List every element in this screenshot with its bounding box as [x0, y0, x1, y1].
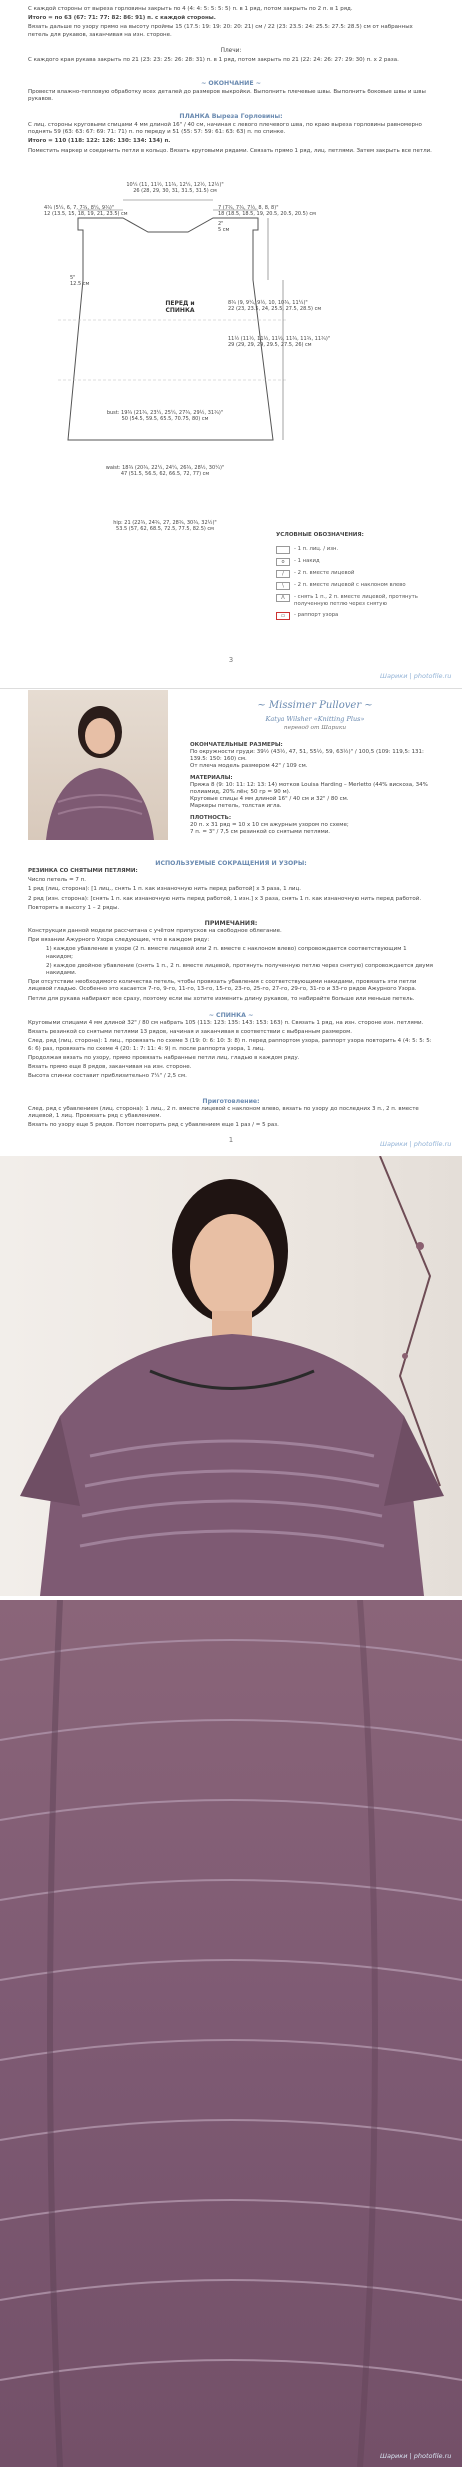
hip-1: hip: 21 (22¾, 24¾, 27, 28¾, 30¾, 32½)": [113, 520, 217, 526]
knit-symbol: [276, 546, 290, 554]
schematic-right-label: [218, 205, 338, 233]
right-label-2: 18 (18.5, 18.5, 19, 20.5, 20.5, 20.5) см: [218, 211, 316, 217]
mid-right-1: 8¾ (9, 9¼, 9½, 10, 10¾, 11¼)": [228, 300, 308, 306]
model-photo-large: [0, 1156, 462, 1596]
top-text-block: [28, 6, 434, 41]
note-5: При отсутствии необходимого количества петель, чтобы провязать убавления с соответствующими накидами, провязать эти петли лицевой гладью. Особенно это касается 7-го, 9-го, 11-го, 13-го, 15-го, 23-го, 25-го, 27-го, 29-го, 31-го и 33-го рядов Ажурного Узора.: [28, 979, 417, 993]
gauge-1: 20 п. x 31 ряд = 10 x 10 см ажурным узором по схеме;: [190, 822, 349, 828]
back-6: Высота спинки составит приблизительно 7¼" / 2,5 см.: [28, 1073, 187, 1080]
rib-line-2: 1 ряд (лиц. сторона): [1 лиц., снять 1 п. как изнаночную нить перед работой] x 3 раза, 1 лиц.: [28, 886, 301, 893]
note-3: 1) каждое убавление в узоре (2 п. вместе лицевой или 2 п. вместе с наклоном влево) сопровождается соответствующим 1 накидом;: [46, 946, 407, 960]
waist-label: [90, 465, 240, 477]
back-2: Вязать резинкой со снятыми петлями 13 рядов, начиная и заканчивая в соответствии с выбранным размером.: [28, 1029, 353, 1036]
top-line-3: Вязать дальше по узору прямо на высоту проймы 15 (17.5: 19: 19: 20: 20: 21) см / 22 (23: 23.5: 24: 25.5: 27.5: 28.5) см от набранных петель для рукавов, заканчивая на изн. стороне.: [28, 24, 413, 38]
neckband-title: ПЛАНКА Выреза Горловины:: [179, 113, 283, 120]
legend-item-5: Λ - снять 1 п., 2 п. вместе лицевой, протянуть полученную петлю через снятую: [294, 594, 444, 608]
rib-line-4: Повторять в высоту 1 – 2 ряды.: [28, 904, 120, 911]
shoulders-text: С каждого края рукава закрыть по 21 (23: 23: 25: 26: 28: 31) п. в 1 ряд, потом закрыть по 21 (22: 24: 26: 27: 29: 30) п. х 2 раза.: [28, 57, 399, 63]
schematic-left-label: [44, 205, 154, 217]
mid-right-4: 29 (29, 29, 29, 29.5, 27.5, 26) см: [228, 342, 312, 348]
material-3: Маркеры петель, толстая игла.: [190, 803, 282, 809]
finishing-title: ~ ОКОНЧАНИЕ ~: [201, 80, 261, 87]
mid-left-1: 5": [70, 275, 76, 281]
page-divider: [0, 688, 462, 689]
rib-block: [28, 868, 434, 914]
back-5: Вязать прямо еще 8 рядов, заканчивая на изн. стороне.: [28, 1064, 192, 1071]
mid-right-label: [228, 300, 368, 348]
knit-detail-photo: [0, 1600, 462, 2467]
app-title: Приготовление:: [202, 1098, 260, 1105]
notes-block: [28, 928, 434, 1005]
schematic-top-label: [120, 182, 230, 194]
back-1: Круговыми спицами 4 мм длиной 32" / 80 см набрать 105 (113: 123: 135: 143: 153: 163) п. Связать 1 ряд, на изн. стороне изн. петлями.: [28, 1020, 424, 1026]
left-label-2: 12 (13.5, 15, 18, 19, 21, 23.5) см: [44, 211, 128, 217]
yarn-over-symbol: o: [276, 558, 290, 566]
shoulders-title: Плечи:: [220, 48, 242, 54]
piece-label: ПЕРЕД и СПИНКА: [165, 300, 195, 314]
back-title: ~ СПИНКА ~: [208, 1012, 254, 1019]
legend-item-3: / - 2 п. вместе лицевой: [294, 570, 444, 577]
pattern-title: ~ Missimer Pullover ~: [257, 700, 373, 711]
neckband-total: Итого = 110 (118: 122: 126: 130: 134: 134) п.: [28, 138, 171, 145]
app-2: Вязать по узору еще 5 рядов. Потом повторить ряд с убавлением еще 1 раз / = 5 раз.: [28, 1122, 279, 1129]
materials-title: МАТЕРИАЛЫ:: [190, 775, 233, 781]
note-4: 2) каждое двойное убавление (снять 1 п., 2 п. вместе лицевой, протянуть полученную петлю через снятую) сопровождается двумя накидами.: [46, 962, 433, 977]
neckband-text2: Поместить маркер и соединить петли в кольцо. Вязать круговыми рядами. Связать прямо 1 ряд, лиц. петлями. Затем закрыть все петли.: [28, 147, 432, 154]
pattern-author: Katya Wilsher «Knitting Plus»: [265, 715, 365, 723]
gauge-title: ПЛОТНОСТЬ:: [190, 815, 232, 821]
bust-2: 50 (54.5, 59.5, 65.5, 70.75, 80) см: [121, 416, 209, 422]
repeat-symbol: ▭: [276, 612, 290, 620]
back-block: [28, 1020, 434, 1082]
model-photo-small: [28, 690, 168, 840]
notes-title: ПРИМЕЧАНИЯ:: [204, 920, 258, 927]
bust-label: [90, 410, 240, 422]
ssk-symbol: \: [276, 582, 290, 590]
waist-2: 47 (51.5, 56.5, 62, 66.5, 72, 77) см: [120, 471, 210, 477]
waist-1: waist: 18¾ (20¾, 22¼, 24¼, 26¾, 28½, 30¼)": [105, 465, 225, 471]
sizes-block: [190, 742, 440, 836]
rib-line-1: Число петель = 7 п.: [28, 877, 87, 884]
k2tog-symbol: /: [276, 570, 290, 578]
top-line-2: Итого = по 63 (67: 71: 77: 82: 86: 91) п. с каждой стороны.: [28, 15, 216, 22]
top-label-1: 10¼ (11, 11½, 11¾, 12¼, 12½, 12½)": [126, 182, 224, 188]
finishing-text: Провести влажно-тепловую обработку всех деталей до размеров выкройки. Выполнить плечевые швы. Выполнить боковые швы и швы рукавов.: [28, 89, 426, 103]
neckband-text: С лиц. стороны круговыми спицами 4 мм длиной 16" / 40 см, начиная с левого плечевого шва, по краю выреза горловины равномерно поднять 59 (63: 63: 67: 69: 71: 71) п. по переду и 51 (55: 57: 59: 61: 63: 63) п. по спинке.: [28, 122, 422, 136]
right-label-1: 7 (7¾, 7¾, 7½, 8, 8, 8)": [218, 205, 279, 211]
legend-item-1: - 1 п. лиц. / изн.: [294, 546, 444, 553]
note-1: Конструкция данной модели рассчитана с учётом припусков на свободное облегание.: [28, 928, 282, 934]
double-decrease-symbol: Λ: [276, 594, 290, 602]
knit-detail-illustration: [0, 1600, 462, 2467]
back-3: След. ряд (лиц. сторона): 1 лиц., провязать по схеме 3 (19: 0: 6: 10: 3: 8) п. перед раппортом узора, раппорт узора повторить 4 (4: 5: 5: 5: 6: 6) раз, провязать по схеме 4 (20: 1: 7: 11: 4: 9) п. после раппорта узора, 1 лиц.: [28, 1038, 432, 1052]
page-number-2: 1: [228, 1136, 234, 1144]
model-illustration-small: [28, 690, 168, 840]
watermark-1: Шарики | photofile.ru: [380, 672, 452, 680]
material-2: Круговые спицы 4 мм длиной 16" / 40 см и 32" / 80 см.: [190, 796, 349, 802]
top-line-1: С каждой стороны от выреза горловины закрыть по 4 (4: 4: 5: 5: 5: 5) п. в 1 ряд, потом закрыть по 2 п. в 1 ряд.: [28, 6, 353, 12]
legend-item-4: \ - 2 п. вместе лицевой с наклоном влево: [294, 582, 444, 589]
sizes-text: По окружности груди: 39½ (43½, 47, 51, 55½, 59, 63½)" / 100,5 (109: 119,5: 131: 139.5: 150: 160) см.: [190, 749, 424, 762]
hip-label: [90, 520, 240, 532]
page-number-1: 3: [228, 656, 234, 664]
back-4: Продолжая вязать по узору, прямо провязать набранные петли лиц. гладью в каждом ряду.: [28, 1054, 300, 1061]
watermark-3: Шарики | photofile.ru: [380, 2452, 452, 2460]
mid-right-3: 11½ (11½, 11½, 11½, 11¾, 11¾, 11¾)": [228, 336, 331, 342]
rib-line-3: 2 ряд (изн. сторона): [снять 1 п. как изнаночную нить перед работой, 1 изн.] x 3 раза, снять 1 п. как изнаночную нить перед работой.: [28, 895, 422, 902]
top-label-2: 26 (28, 29, 30, 31, 31.5, 31.5) см: [133, 188, 217, 194]
legend-title: УСЛОВНЫЕ ОБОЗНАЧЕНИЯ:: [276, 532, 364, 538]
bust-1: bust: 19¾ (21¾, 23¼, 25¼, 27¾, 29½, 31¾)": [106, 410, 224, 416]
model-illustration-large: [0, 1156, 462, 1596]
legend-item-6: ▭ - раппорт узора: [294, 612, 444, 619]
material-1: Пряжа 8 (9: 10: 11: 12: 13: 14) мотков Louisa Harding – Merletto (44% вискоза, 34% полиамид, 20% лён; 50 гр = 90 м).: [190, 782, 428, 795]
watermark-2: Шарики | photofile.ru: [380, 1140, 452, 1148]
right-label-4: 5 см: [218, 227, 230, 233]
abbr-title: ИСПОЛЬЗУЕМЫЕ СОКРАЩЕНИЯ И УЗОРЫ:: [155, 860, 307, 867]
neckband-block: [28, 122, 434, 157]
hip-2: 53.5 (57, 62, 68.5, 72.5, 77.5, 82.5) см: [116, 526, 214, 532]
note-2: При вязании Ажурного Узора следующие, что в каждом ряду:: [28, 937, 210, 944]
app-1: След. ряд с убавлением (лиц. сторона): 1 лиц., 2 п. вместе лицевой с наклоном влево, вязать по узору до последних 3 п., 2 п. вместе лицевой, 1 лиц. Провязать ряд с убавлением.: [28, 1106, 419, 1120]
mid-right-2: 22 (23, 23.5, 24, 25.5, 27.5, 28.5) см: [228, 306, 322, 312]
note-6: Петли для рукава набирают все сразу, поэтому если вы хотите изменить длину рукавов, то набирайте больше или меньше петель.: [28, 995, 415, 1002]
rib-title: РЕЗИНКА СО СНЯТЫМИ ПЕТЛЯМИ:: [28, 868, 138, 874]
pattern-translator: перевод от Шарики: [283, 725, 347, 731]
gauge-2: 7 п. = 3" / 7,5 см резинкой со снятыми петлями.: [190, 829, 331, 835]
mid-left-label: [70, 275, 89, 287]
app-block: [28, 1106, 434, 1132]
sizes-title: ОКОНЧАТЕЛЬНЫЕ РАЗМЕРЫ:: [190, 742, 283, 748]
right-label-3: 2": [218, 221, 224, 227]
legend-item-2: o - 1 накид: [294, 558, 444, 565]
left-label-1: 4¾ (5¼, 6, 7, 7¾, 8¼, 9¾)": [44, 205, 115, 211]
mid-left-2: 12.5 см: [70, 281, 90, 287]
length-text: От плеча модель размером 42" / 109 см.: [190, 763, 308, 769]
